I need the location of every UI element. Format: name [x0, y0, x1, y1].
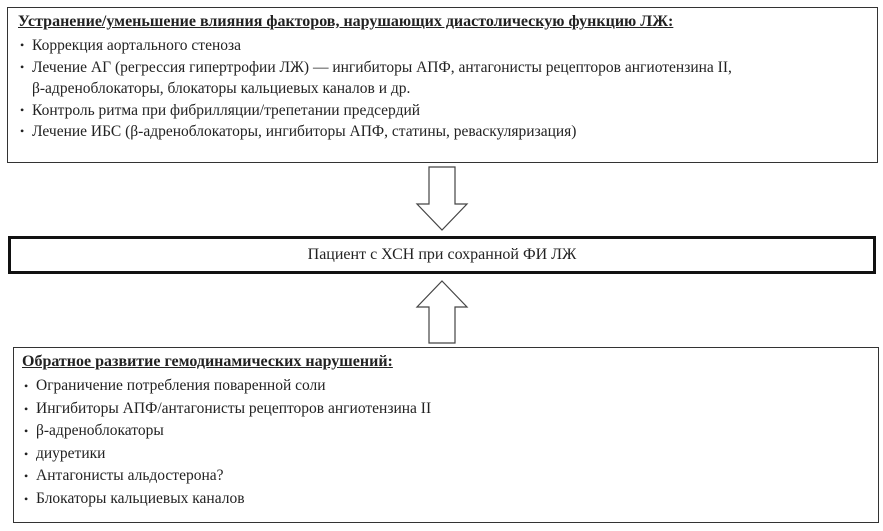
list-item-continuation: β-адреноблокаторы, блокаторы кальциевых каналов и др.	[32, 80, 411, 97]
list-item: • Блокаторы кальциевых каналов	[22, 488, 870, 511]
top-box-title: Устранение/уменьшение влияния факторов, нарушающих диастолическую функцию ЛЖ:	[18, 13, 674, 30]
up-arrow-icon	[415, 279, 469, 345]
top-factors-box	[7, 7, 878, 163]
top-box-list	[18, 35, 867, 143]
down-arrow-icon	[415, 166, 469, 232]
list-item: • β-адреноблокаторы	[22, 420, 870, 443]
bottom-box-title: Обратное развитие гемодинамических нарушений:	[22, 353, 393, 370]
list-item: • Ограничение потребления поваренной соли	[22, 375, 870, 398]
list-item: • Лечение АГ (регрессия гипертрофии ЛЖ) — ингибиторы АПФ, антагонисты рецепторов ангиотензина II, β-адреноблокаторы, блокаторы кальциевых каналов и др.	[18, 57, 867, 100]
list-item: • Коррекция аортального стеноза	[18, 35, 867, 57]
list-item: • Лечение ИБС (β-адреноблокаторы, ингибиторы АПФ, статины, реваскуляризация)	[18, 121, 867, 143]
list-item: • Ингибиторы АПФ/антагонисты рецепторов ангиотензина II	[22, 398, 870, 421]
patient-box	[8, 236, 876, 274]
bottom-box-list	[22, 375, 870, 510]
list-item: • диуретики	[22, 443, 870, 466]
list-item: • Контроль ритма при фибрилляции/трепетании предсердий	[18, 100, 867, 122]
list-item: • Антагонисты альдостерона?	[22, 465, 870, 488]
patient-label: Пациент с ХСН при сохранной ФИ ЛЖ	[307, 246, 577, 263]
bottom-hemodynamics-box	[13, 347, 879, 523]
